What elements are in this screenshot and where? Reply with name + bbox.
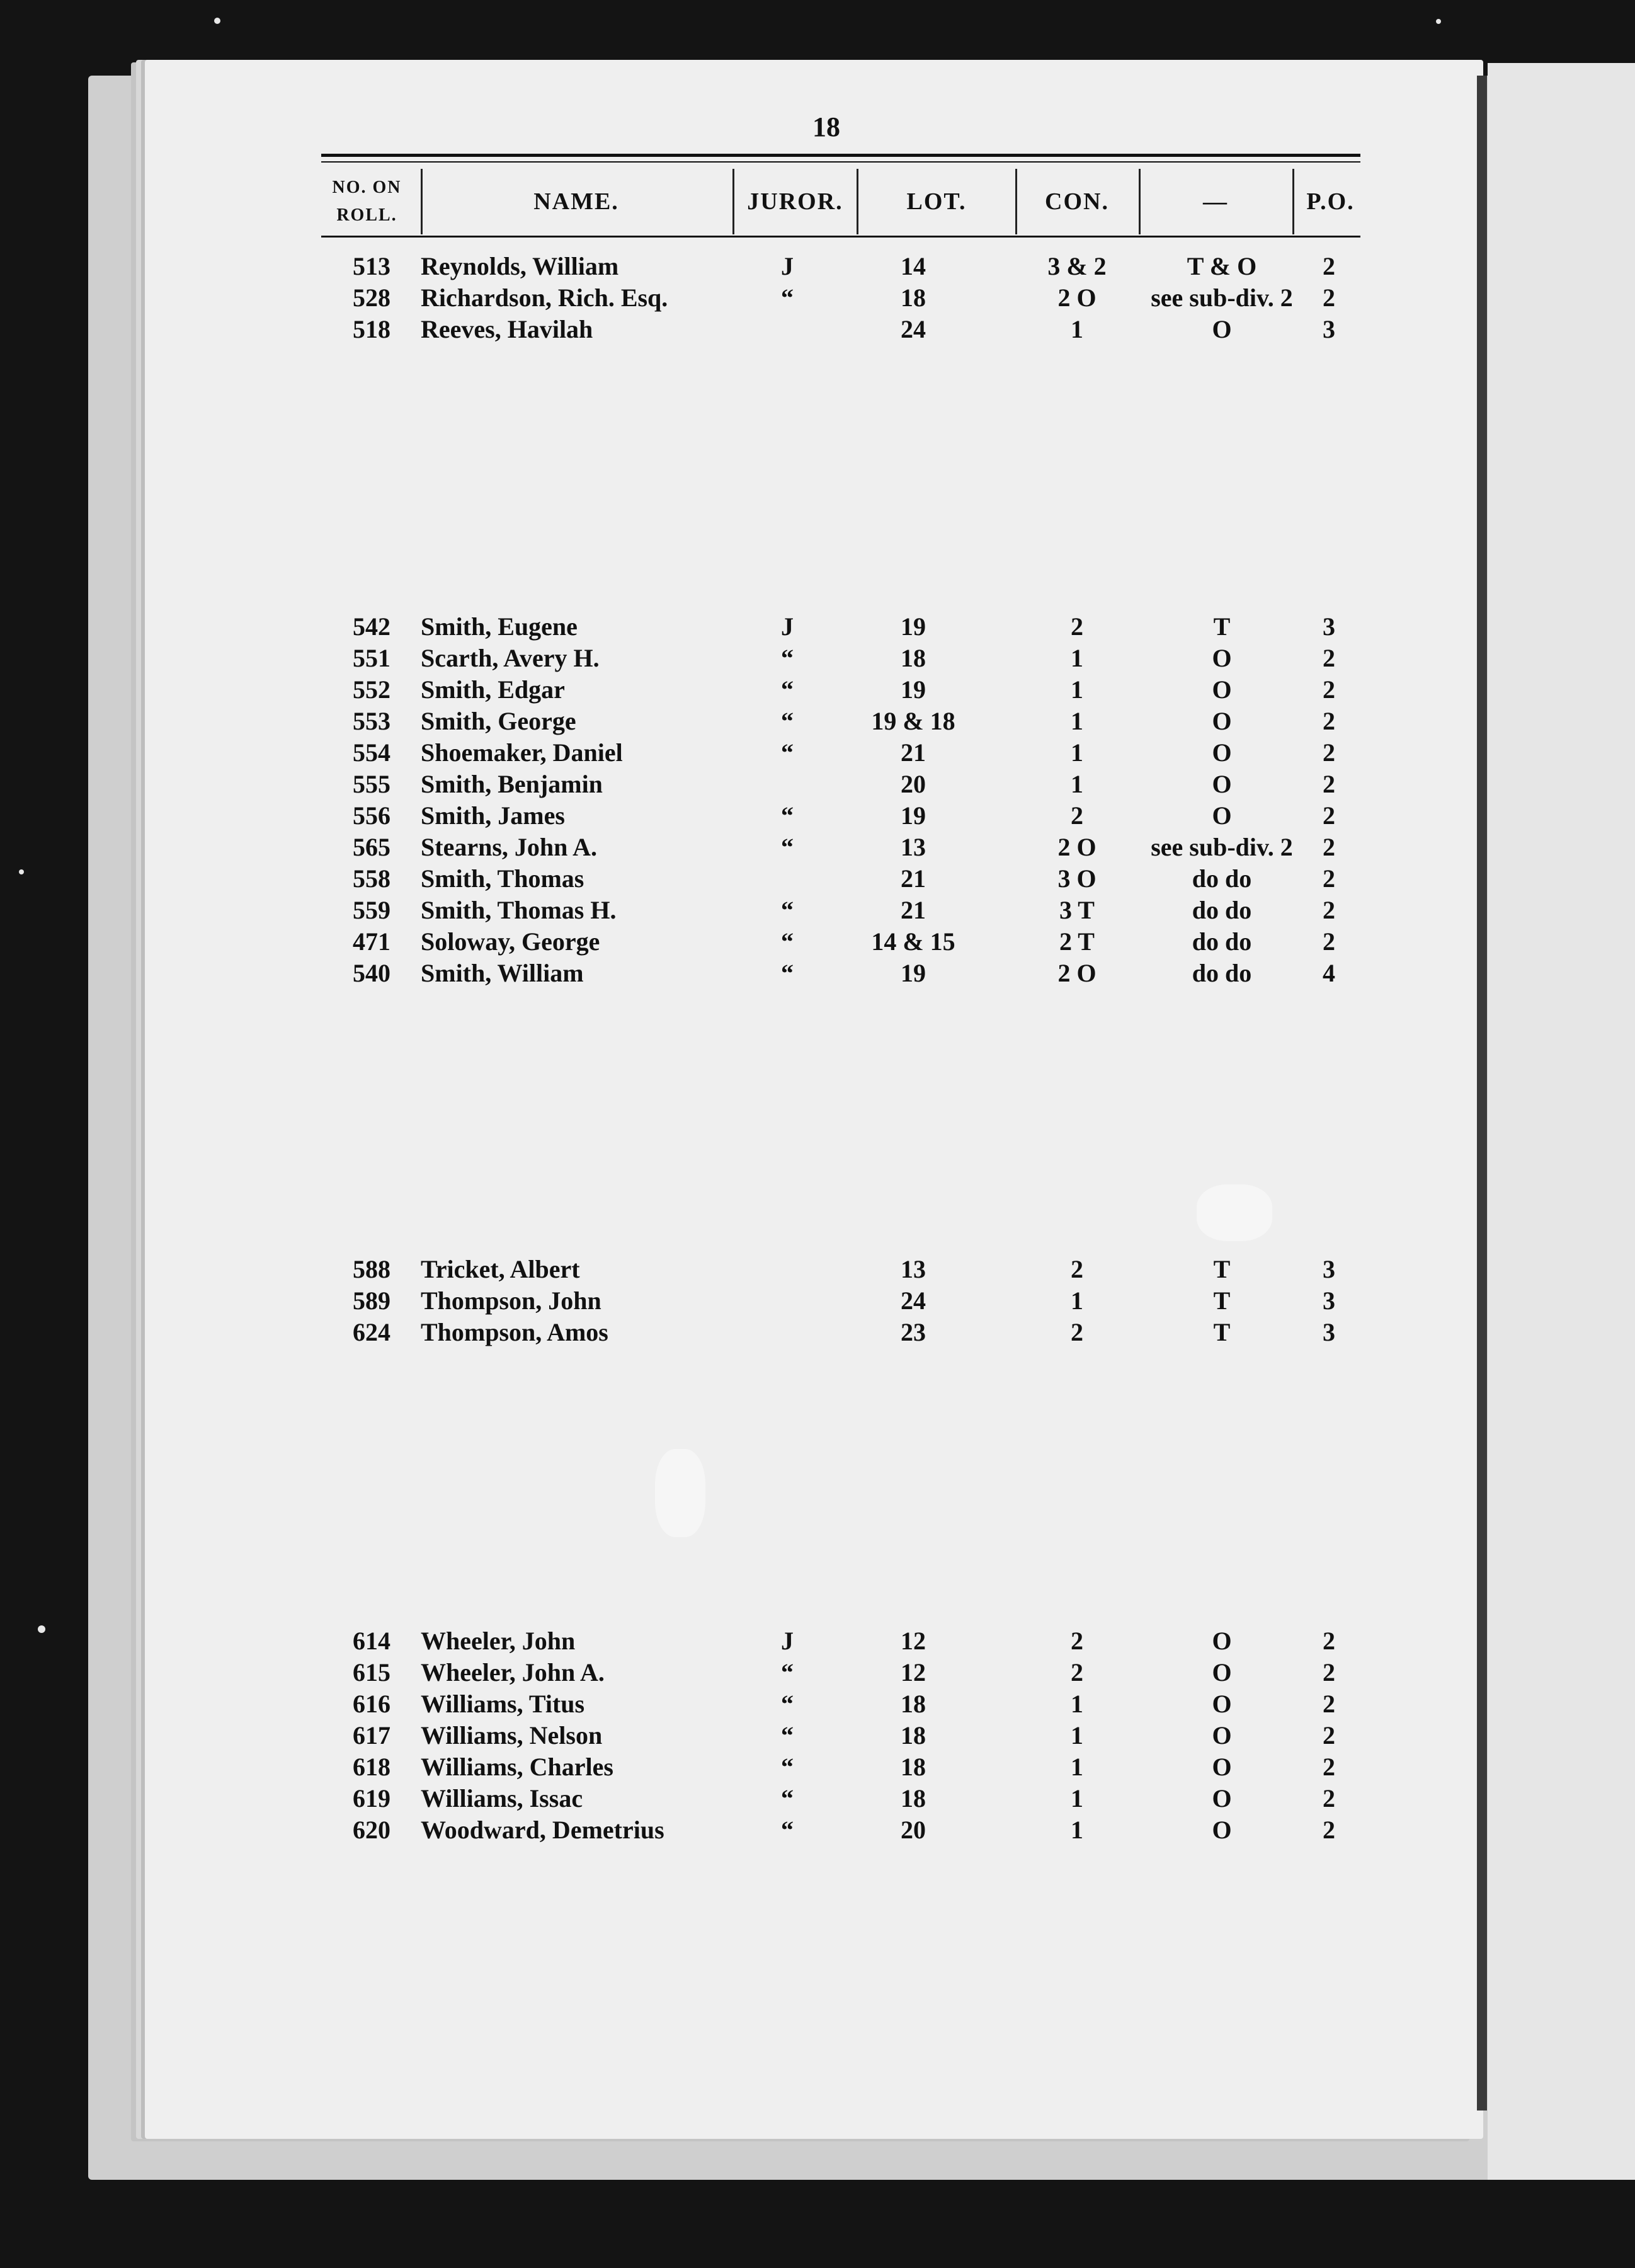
header-juror: JUROR. bbox=[747, 188, 843, 215]
header-rule-top-thin bbox=[321, 161, 1360, 163]
elector-name: Shoemaker, Daniel bbox=[421, 738, 623, 767]
juror-mark: “ bbox=[781, 644, 794, 672]
juror-mark: “ bbox=[781, 1721, 794, 1750]
elector-name: Smith, James bbox=[421, 801, 565, 830]
elector-name: Reeves, Havilah bbox=[421, 315, 593, 343]
bleed-through-text bbox=[945, 340, 1005, 403]
lot: 14 bbox=[901, 252, 926, 280]
table-row bbox=[315, 832, 1386, 863]
juror-mark: “ bbox=[781, 959, 794, 987]
dust-speck bbox=[38, 1625, 45, 1633]
juror-mark: “ bbox=[781, 1753, 794, 1781]
concession: 1 bbox=[1071, 1816, 1083, 1844]
roll-number: 553 bbox=[353, 707, 390, 735]
header-roll bbox=[315, 167, 419, 236]
tenure: O bbox=[1212, 1658, 1232, 1687]
lot: 18 bbox=[901, 1784, 926, 1813]
concession: 1 bbox=[1071, 644, 1083, 672]
lot: 12 bbox=[901, 1658, 926, 1687]
lot: 12 bbox=[901, 1627, 926, 1655]
elector-name: Williams, Titus bbox=[421, 1690, 585, 1718]
post-office: 3 bbox=[1323, 1318, 1335, 1346]
tenure: O bbox=[1212, 738, 1232, 767]
dust-speck bbox=[1436, 19, 1441, 24]
post-office: 2 bbox=[1323, 252, 1335, 280]
tenure: see sub-div. 2 bbox=[1151, 833, 1293, 861]
lot: 19 bbox=[901, 675, 926, 704]
elector-name: Soloway, George bbox=[421, 927, 600, 956]
concession: 2 bbox=[1071, 1658, 1083, 1687]
concession: 2 T bbox=[1059, 927, 1095, 956]
header-divider bbox=[1292, 169, 1294, 234]
elector-name: Smith, Thomas H. bbox=[421, 896, 617, 924]
post-office: 2 bbox=[1323, 675, 1335, 704]
lot: 18 bbox=[901, 284, 926, 312]
post-office: 2 bbox=[1323, 284, 1335, 312]
roll-number: 556 bbox=[353, 801, 390, 830]
table-row bbox=[315, 737, 1386, 769]
concession: 3 T bbox=[1059, 896, 1095, 924]
header-roll-line1: NO. ON bbox=[332, 178, 402, 197]
concession: 2 O bbox=[1057, 284, 1097, 312]
lot: 23 bbox=[901, 1318, 926, 1346]
tenure: O bbox=[1212, 707, 1232, 735]
table-row bbox=[315, 282, 1386, 314]
header-po: P.O. bbox=[1306, 188, 1355, 215]
dust-speck bbox=[19, 869, 24, 874]
lot: 18 bbox=[901, 1721, 926, 1750]
table-row bbox=[315, 926, 1386, 958]
header-divider bbox=[732, 169, 734, 234]
roll-number: 616 bbox=[353, 1690, 390, 1718]
elector-name: Woodward, Demetrius bbox=[421, 1816, 664, 1844]
elector-name: Smith, Eugene bbox=[421, 612, 578, 641]
roll-number: 619 bbox=[353, 1784, 390, 1813]
table-row bbox=[315, 314, 1386, 345]
lot: 19 bbox=[901, 959, 926, 987]
facing-page-edge bbox=[1488, 63, 1635, 2180]
post-office: 2 bbox=[1323, 1753, 1335, 1781]
header-rule-top bbox=[321, 154, 1360, 157]
roll-number: 471 bbox=[353, 927, 390, 956]
post-office: 2 bbox=[1323, 927, 1335, 956]
juror-mark: “ bbox=[781, 896, 794, 924]
tenure: T & O bbox=[1187, 252, 1257, 280]
table-row bbox=[315, 1254, 1386, 1285]
paper-blemish bbox=[655, 1449, 705, 1537]
table-row bbox=[315, 958, 1386, 989]
concession: 1 bbox=[1071, 738, 1083, 767]
post-office: 2 bbox=[1323, 770, 1335, 798]
post-office: 2 bbox=[1323, 1816, 1335, 1844]
concession: 2 O bbox=[1057, 833, 1097, 861]
table-row bbox=[315, 643, 1386, 674]
juror-mark: “ bbox=[781, 833, 794, 861]
juror-mark: “ bbox=[781, 675, 794, 704]
lot: 21 bbox=[901, 896, 926, 924]
table-row bbox=[315, 1285, 1386, 1317]
juror-mark: “ bbox=[781, 707, 794, 735]
roll-number: 615 bbox=[353, 1658, 390, 1687]
lot: 24 bbox=[901, 1286, 926, 1315]
concession: 2 bbox=[1071, 1255, 1083, 1283]
juror-mark: “ bbox=[781, 1658, 794, 1687]
header-divider bbox=[1139, 169, 1141, 234]
post-office: 2 bbox=[1323, 896, 1335, 924]
lot: 14 & 15 bbox=[871, 927, 955, 956]
concession: 1 bbox=[1071, 770, 1083, 798]
table-row bbox=[315, 1751, 1386, 1783]
tenure: O bbox=[1212, 1627, 1232, 1655]
lot: 19 & 18 bbox=[871, 707, 955, 735]
roll-number: 558 bbox=[353, 864, 390, 893]
tenure: T bbox=[1213, 1255, 1231, 1283]
juror-mark: J bbox=[781, 1627, 794, 1655]
roll-number: 589 bbox=[353, 1286, 390, 1315]
concession: 3 O bbox=[1057, 864, 1097, 893]
post-office: 2 bbox=[1323, 1690, 1335, 1718]
tenure: do do bbox=[1192, 927, 1252, 956]
table-row bbox=[315, 1783, 1386, 1814]
concession: 1 bbox=[1071, 315, 1083, 343]
table-row bbox=[315, 251, 1386, 282]
roll-number: 555 bbox=[353, 770, 390, 798]
table-row bbox=[315, 674, 1386, 706]
lot: 13 bbox=[901, 833, 926, 861]
concession: 1 bbox=[1071, 1721, 1083, 1750]
roll-number: 588 bbox=[353, 1255, 390, 1283]
roll-number: 620 bbox=[353, 1816, 390, 1844]
table-row bbox=[315, 1625, 1386, 1657]
lot: 19 bbox=[901, 801, 926, 830]
juror-mark: “ bbox=[781, 1816, 794, 1844]
elector-name: Smith, William bbox=[421, 959, 584, 987]
header-divider bbox=[421, 169, 423, 234]
concession: 2 bbox=[1071, 612, 1083, 641]
header-con: CON. bbox=[1045, 188, 1109, 215]
tenure: T bbox=[1213, 1286, 1231, 1315]
post-office: 2 bbox=[1323, 1784, 1335, 1813]
post-office: 3 bbox=[1323, 1255, 1335, 1283]
tenure: O bbox=[1212, 675, 1232, 704]
lot: 21 bbox=[901, 864, 926, 893]
post-office: 2 bbox=[1323, 1658, 1335, 1687]
lot: 18 bbox=[901, 1753, 926, 1781]
concession: 1 bbox=[1071, 675, 1083, 704]
lot: 13 bbox=[901, 1255, 926, 1283]
post-office: 3 bbox=[1323, 1286, 1335, 1315]
table-row bbox=[315, 863, 1386, 895]
concession: 2 O bbox=[1057, 959, 1097, 987]
lot: 21 bbox=[901, 738, 926, 767]
post-office: 2 bbox=[1323, 707, 1335, 735]
table-row bbox=[315, 1814, 1386, 1846]
tenure: O bbox=[1212, 1816, 1232, 1844]
header-roll-line2: ROLL. bbox=[336, 205, 397, 225]
tenure: O bbox=[1212, 1690, 1232, 1718]
roll-number: 513 bbox=[353, 252, 390, 280]
page-number: 18 bbox=[812, 112, 840, 142]
elector-name: Reynolds, William bbox=[421, 252, 619, 280]
juror-mark: “ bbox=[781, 284, 794, 312]
lot: 20 bbox=[901, 1816, 926, 1844]
concession: 3 & 2 bbox=[1047, 252, 1107, 280]
juror-mark: J bbox=[781, 252, 794, 280]
elector-name: Williams, Nelson bbox=[421, 1721, 603, 1750]
juror-mark: “ bbox=[781, 1690, 794, 1718]
juror-mark: “ bbox=[781, 927, 794, 956]
elector-name: Smith, Edgar bbox=[421, 675, 565, 704]
roll-number: 554 bbox=[353, 738, 390, 767]
roll-number: 540 bbox=[353, 959, 390, 987]
roll-number: 559 bbox=[353, 896, 390, 924]
header-blank: — bbox=[1203, 188, 1228, 215]
concession: 1 bbox=[1071, 1286, 1083, 1315]
table-row bbox=[315, 769, 1386, 800]
header-divider bbox=[1015, 169, 1017, 234]
elector-name: Smith, Benjamin bbox=[421, 770, 603, 798]
post-office: 2 bbox=[1323, 738, 1335, 767]
header-lot: LOT. bbox=[906, 188, 967, 215]
header-name: NAME. bbox=[533, 188, 619, 215]
concession: 2 bbox=[1071, 1627, 1083, 1655]
roll-number: 565 bbox=[353, 833, 390, 861]
elector-name: Tricket, Albert bbox=[421, 1255, 580, 1283]
table-row bbox=[315, 1688, 1386, 1720]
tenure: see sub-div. 2 bbox=[1151, 284, 1293, 312]
concession: 2 bbox=[1071, 1318, 1083, 1346]
post-office: 2 bbox=[1323, 833, 1335, 861]
tenure: do do bbox=[1192, 864, 1252, 893]
lot: 20 bbox=[901, 770, 926, 798]
post-office: 2 bbox=[1323, 801, 1335, 830]
concession: 2 bbox=[1071, 801, 1083, 830]
elector-name: Stearns, John A. bbox=[421, 833, 598, 861]
roll-number: 542 bbox=[353, 612, 390, 641]
concession: 1 bbox=[1071, 1784, 1083, 1813]
elector-name: Scarth, Avery H. bbox=[421, 644, 600, 672]
table-row bbox=[315, 895, 1386, 926]
elector-name: Wheeler, John bbox=[421, 1627, 576, 1655]
table-row bbox=[315, 1317, 1386, 1348]
tenure: do do bbox=[1192, 896, 1252, 924]
tenure: T bbox=[1213, 612, 1231, 641]
roll-number: 617 bbox=[353, 1721, 390, 1750]
tenure: O bbox=[1212, 801, 1232, 830]
roll-number: 552 bbox=[353, 675, 390, 704]
table-row bbox=[315, 706, 1386, 737]
post-office: 2 bbox=[1323, 1627, 1335, 1655]
elector-name: Richardson, Rich. Esq. bbox=[421, 284, 668, 312]
elector-name: Wheeler, John A. bbox=[421, 1658, 605, 1687]
lot: 24 bbox=[901, 315, 926, 343]
tenure: T bbox=[1213, 1318, 1231, 1346]
juror-mark: J bbox=[781, 612, 794, 641]
tenure: O bbox=[1212, 1753, 1232, 1781]
roll-number: 551 bbox=[353, 644, 390, 672]
post-office: 3 bbox=[1323, 315, 1335, 343]
book-gutter bbox=[1477, 76, 1487, 2110]
roll-number: 528 bbox=[353, 284, 390, 312]
roll-number: 618 bbox=[353, 1753, 390, 1781]
post-office: 2 bbox=[1323, 1721, 1335, 1750]
lot: 18 bbox=[901, 1690, 926, 1718]
roll-number: 518 bbox=[353, 315, 390, 343]
tenure: do do bbox=[1192, 959, 1252, 987]
concession: 1 bbox=[1071, 1690, 1083, 1718]
juror-mark: “ bbox=[781, 1784, 794, 1813]
tenure: O bbox=[1212, 1721, 1232, 1750]
table-row bbox=[315, 1657, 1386, 1688]
elector-name: Williams, Issac bbox=[421, 1784, 583, 1813]
roll-number: 624 bbox=[353, 1318, 390, 1346]
header-divider bbox=[857, 169, 858, 234]
tenure: O bbox=[1212, 1784, 1232, 1813]
elector-name: Thompson, John bbox=[421, 1286, 601, 1315]
roll-number: 614 bbox=[353, 1627, 390, 1655]
dust-speck bbox=[214, 18, 220, 24]
tenure: O bbox=[1212, 315, 1232, 343]
table-row bbox=[315, 611, 1386, 643]
table-row bbox=[315, 1720, 1386, 1751]
table-row bbox=[315, 800, 1386, 832]
post-office: 2 bbox=[1323, 644, 1335, 672]
juror-mark: “ bbox=[781, 738, 794, 767]
concession: 1 bbox=[1071, 1753, 1083, 1781]
elector-name: Thompson, Amos bbox=[421, 1318, 608, 1346]
paper-blemish bbox=[1197, 1184, 1272, 1241]
elector-name: Williams, Charles bbox=[421, 1753, 613, 1781]
tenure: O bbox=[1212, 770, 1232, 798]
tenure: O bbox=[1212, 644, 1232, 672]
lot: 19 bbox=[901, 612, 926, 641]
lot: 18 bbox=[901, 644, 926, 672]
post-office: 2 bbox=[1323, 864, 1335, 893]
table-header bbox=[315, 167, 1367, 236]
post-office: 4 bbox=[1323, 959, 1335, 987]
concession: 1 bbox=[1071, 707, 1083, 735]
elector-name: Smith, George bbox=[421, 707, 576, 735]
elector-name: Smith, Thomas bbox=[421, 864, 584, 893]
post-office: 3 bbox=[1323, 612, 1335, 641]
juror-mark: “ bbox=[781, 801, 794, 830]
